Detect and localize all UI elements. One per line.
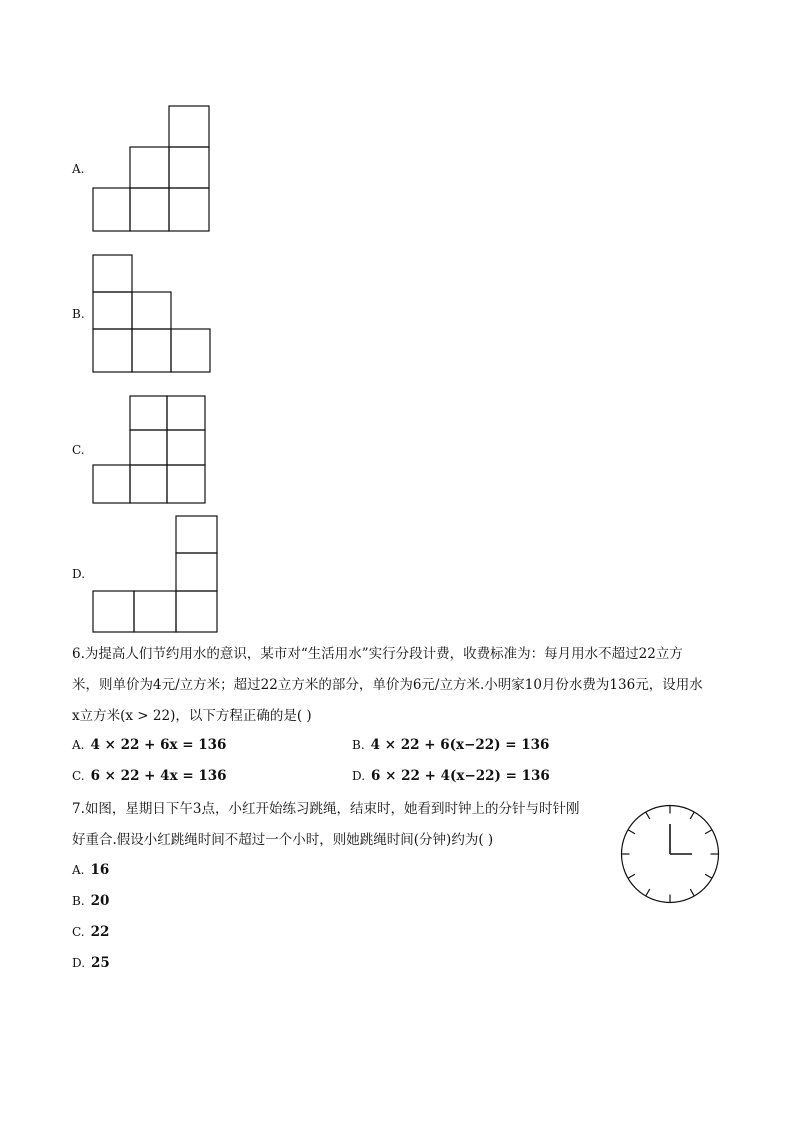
- option-d-label: D.: [72, 567, 86, 581]
- question-6-option-a[interactable]: [72, 737, 226, 753]
- option-c-square: [130, 396, 167, 430]
- clock-tick: [690, 812, 694, 819]
- question-7-line-1: 7.如图，星期日下午3点，小红开始练习跳绳，结束时，她看到时钟上的分针与时针刚: [72, 801, 580, 817]
- option-a-square: [130, 188, 169, 231]
- option-expression: 6 × 22 + 4(x−22) = 136: [371, 768, 550, 784]
- question-6-line-1: 6.为提高人们节约用水的意识，某市对“生活用水”实行分段计费，收费标准为：每月用水不超过22立方: [72, 646, 683, 662]
- option-c-label: C.: [72, 443, 85, 457]
- option-letter: A.: [72, 738, 85, 752]
- clock-tick: [705, 830, 712, 834]
- option-a-figure: [92, 105, 212, 233]
- option-c-square: [167, 396, 205, 430]
- question-7-option-d[interactable]: [72, 955, 110, 971]
- option-b-figure: [92, 254, 214, 376]
- option-d-square: [176, 553, 217, 591]
- option-b-square: [93, 292, 132, 329]
- option-value: 25: [91, 955, 110, 971]
- question-6-option-c[interactable]: [72, 768, 227, 784]
- option-b-square: [93, 255, 132, 292]
- option-expression: 4 × 22 + 6x = 136: [90, 737, 227, 753]
- option-a-square: [130, 147, 169, 188]
- question-7-line-2: 好重合.假设小红跳绳时间不超过一个小时，则她跳绳时间(分钟)约为( ): [72, 832, 494, 848]
- option-expression: 4 × 22 + 6(x−22) = 136: [370, 737, 550, 753]
- option-value: 22: [90, 924, 110, 940]
- option-d-figure: [92, 515, 220, 635]
- option-expression: 6 × 22 + 4x = 136: [90, 768, 227, 784]
- clock-tick: [646, 812, 650, 819]
- option-c-square: [93, 465, 130, 503]
- question-6-line-3: x立方米(x > 22)，以下方程正确的是( ): [72, 708, 312, 724]
- option-d-square: [93, 591, 134, 632]
- option-letter: B.: [72, 894, 85, 908]
- question-7-option-a[interactable]: [72, 862, 109, 878]
- option-letter: D.: [352, 769, 366, 783]
- option-a-square: [93, 188, 130, 231]
- option-d-square: [176, 591, 217, 632]
- option-a-square: [169, 188, 209, 231]
- question-6-option-d[interactable]: [352, 768, 550, 784]
- question-7-option-b[interactable]: [72, 893, 109, 909]
- option-letter: C.: [72, 925, 85, 939]
- option-letter: C.: [72, 769, 85, 783]
- question-6-line-2: 米，则单价为4元/立方米；超过22立方米的部分，单价为6元/立方米.小明家10月份水费为136元，设用水: [72, 677, 703, 693]
- option-b-square: [132, 292, 171, 329]
- option-value: 16: [90, 862, 110, 878]
- option-c-square: [167, 430, 205, 465]
- option-b-label: B.: [72, 307, 85, 321]
- option-b-square: [132, 329, 171, 372]
- question-7-option-c[interactable]: [72, 924, 109, 940]
- option-letter: D.: [72, 956, 86, 970]
- clock-tick: [646, 889, 650, 896]
- option-letter: A.: [72, 863, 85, 877]
- clock-figure: [618, 802, 722, 906]
- option-d-square: [134, 591, 176, 632]
- clock-tick: [705, 874, 712, 878]
- option-a-square: [169, 106, 209, 147]
- clock-tick: [628, 874, 635, 878]
- option-c-square: [130, 430, 167, 465]
- clock-tick: [690, 889, 694, 896]
- option-value: 20: [90, 893, 110, 909]
- option-c-square: [167, 465, 205, 503]
- clock-tick: [628, 830, 635, 834]
- option-c-square: [130, 465, 167, 503]
- option-b-square: [93, 329, 132, 372]
- option-letter: B.: [352, 738, 365, 752]
- question-6-option-b[interactable]: [352, 737, 549, 753]
- option-b-square: [171, 329, 210, 372]
- option-d-square: [176, 516, 217, 553]
- option-a-square: [169, 147, 209, 188]
- option-a-label: A.: [72, 162, 85, 176]
- option-c-figure: [92, 395, 210, 507]
